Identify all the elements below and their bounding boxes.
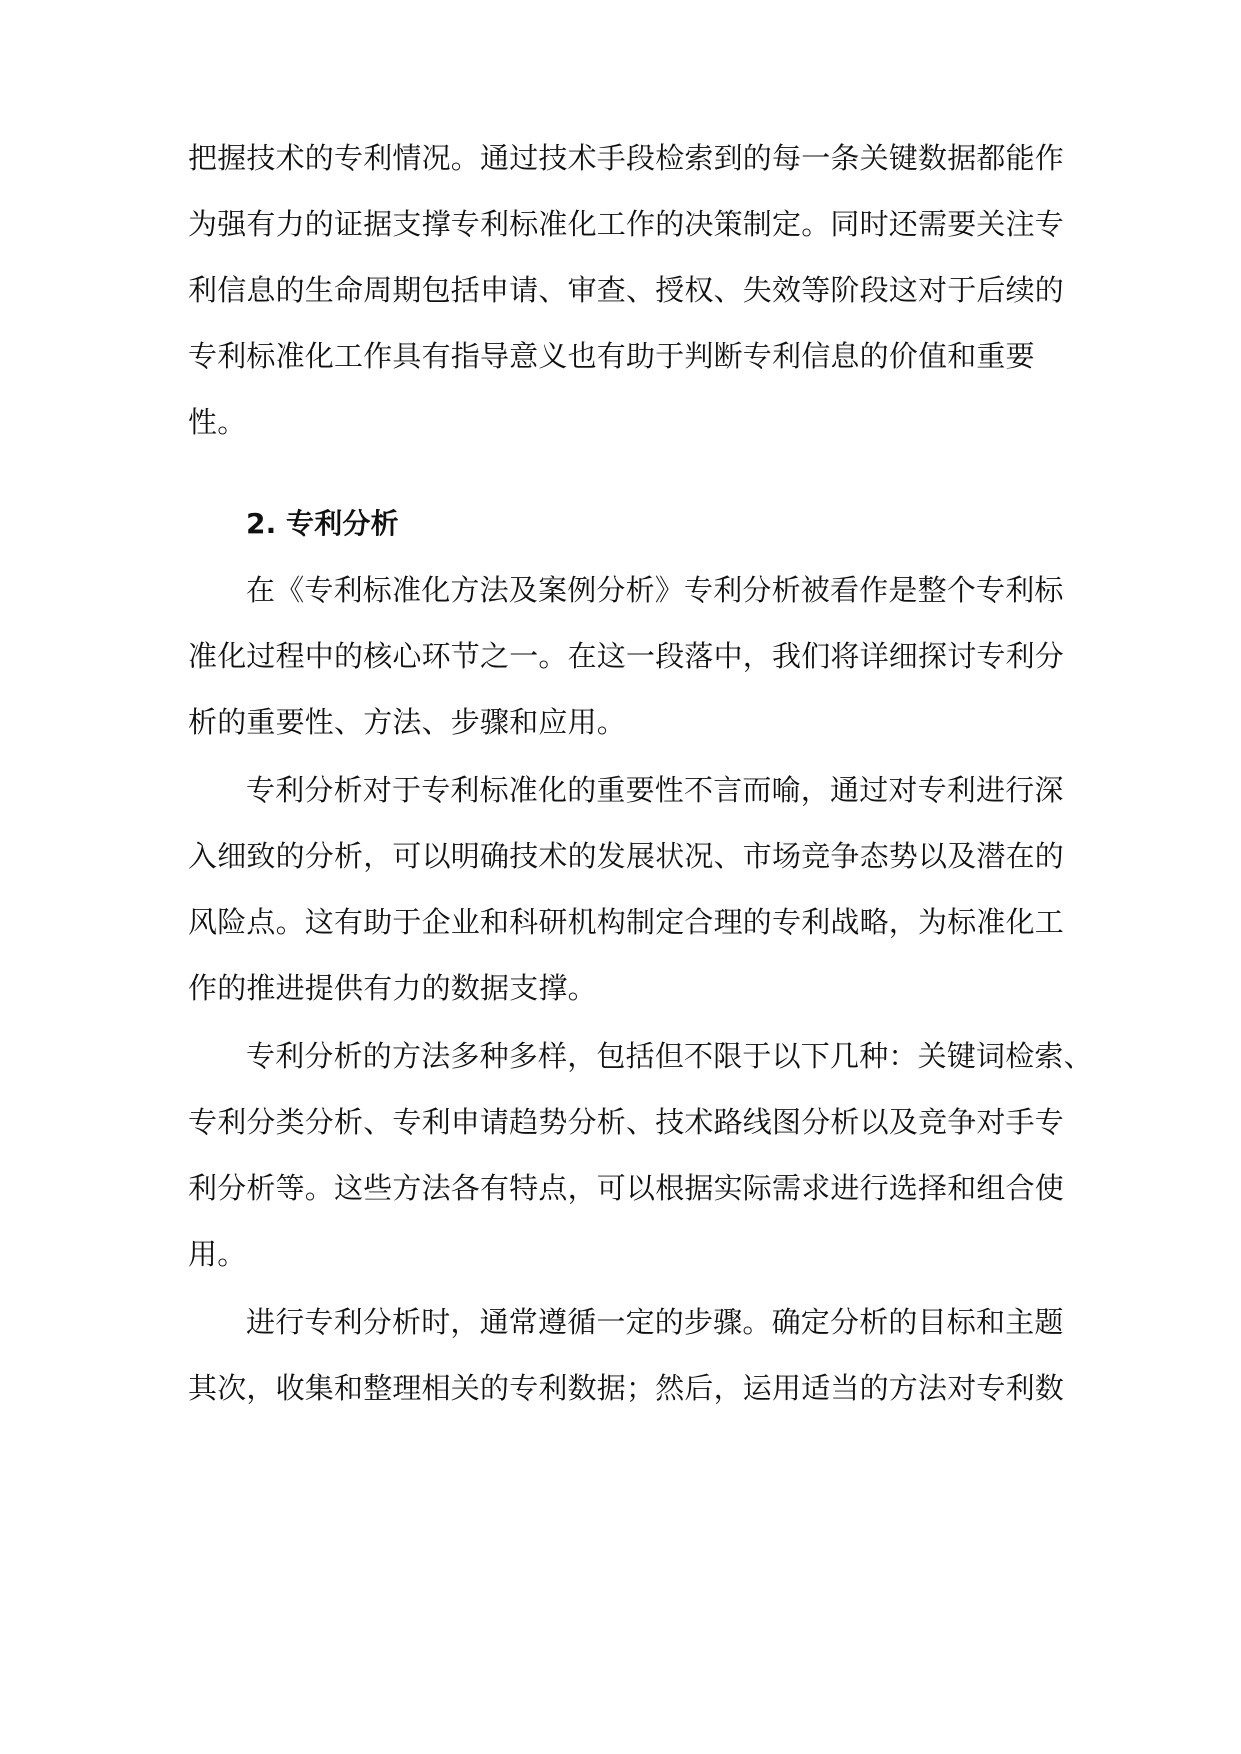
paragraph-line: 其次，收集和整理相关的专利数据；然后，运用适当的方法对专利数 xyxy=(188,1371,1065,1405)
paragraph-line: 析的重要性、方法、步骤和应用。 xyxy=(188,705,627,739)
paragraph-line: 性。 xyxy=(188,405,247,439)
section-title: 专利分析 xyxy=(286,507,399,540)
paragraph-line: 专利分析的方法多种多样，包括但不限于以下几种：关键词检索、 xyxy=(246,1039,1093,1073)
paragraph-line: 入细致的分析，可以明确技术的发展状况、市场竞争态势以及潜在的 xyxy=(188,839,1065,873)
paragraph-line: 风险点。这有助于企业和科研机构制定合理的专利战略，为标准化工 xyxy=(188,905,1065,939)
paragraph-line: 准化过程中的核心环节之一。在这一段落中，我们将详细探讨专利分 xyxy=(188,639,1065,673)
section-number: 2. xyxy=(246,507,277,540)
paragraph-line: 专利分类分析、专利申请趋势分析、技术路线图分析以及竞争对手专 xyxy=(188,1105,1065,1139)
paragraph-line: 利信息的生命周期包括申请、审查、授权、失效等阶段这对于后续的 xyxy=(188,273,1065,307)
paragraph-line: 作的推进提供有力的数据支撑。 xyxy=(188,971,597,1005)
paragraph-line: 在《专利标准化方法及案例分析》专利分析被看作是整个专利标 xyxy=(246,573,1064,607)
paragraph-line: 专利分析对于专利标准化的重要性不言而喻，通过对专利进行深 xyxy=(246,773,1064,807)
paragraph-line: 利分析等。这些方法各有特点，可以根据实际需求进行选择和组合使 xyxy=(188,1171,1065,1205)
paragraph-line: 专利标准化工作具有指导意义也有助于判断专利信息的价值和重要 xyxy=(188,339,1035,373)
paragraph-line: 为强有力的证据支撑专利标准化工作的决策制定。同时还需要关注专 xyxy=(188,207,1065,241)
paragraph-line: 用。 xyxy=(188,1237,247,1271)
paragraph-line: 把握技术的专利情况。通过技术手段检索到的每一条关键数据都能作 xyxy=(188,141,1065,175)
section-heading xyxy=(246,504,399,544)
paragraph-line: 进行专利分析时，通常遵循一定的步骤。确定分析的目标和主题 xyxy=(246,1305,1064,1339)
